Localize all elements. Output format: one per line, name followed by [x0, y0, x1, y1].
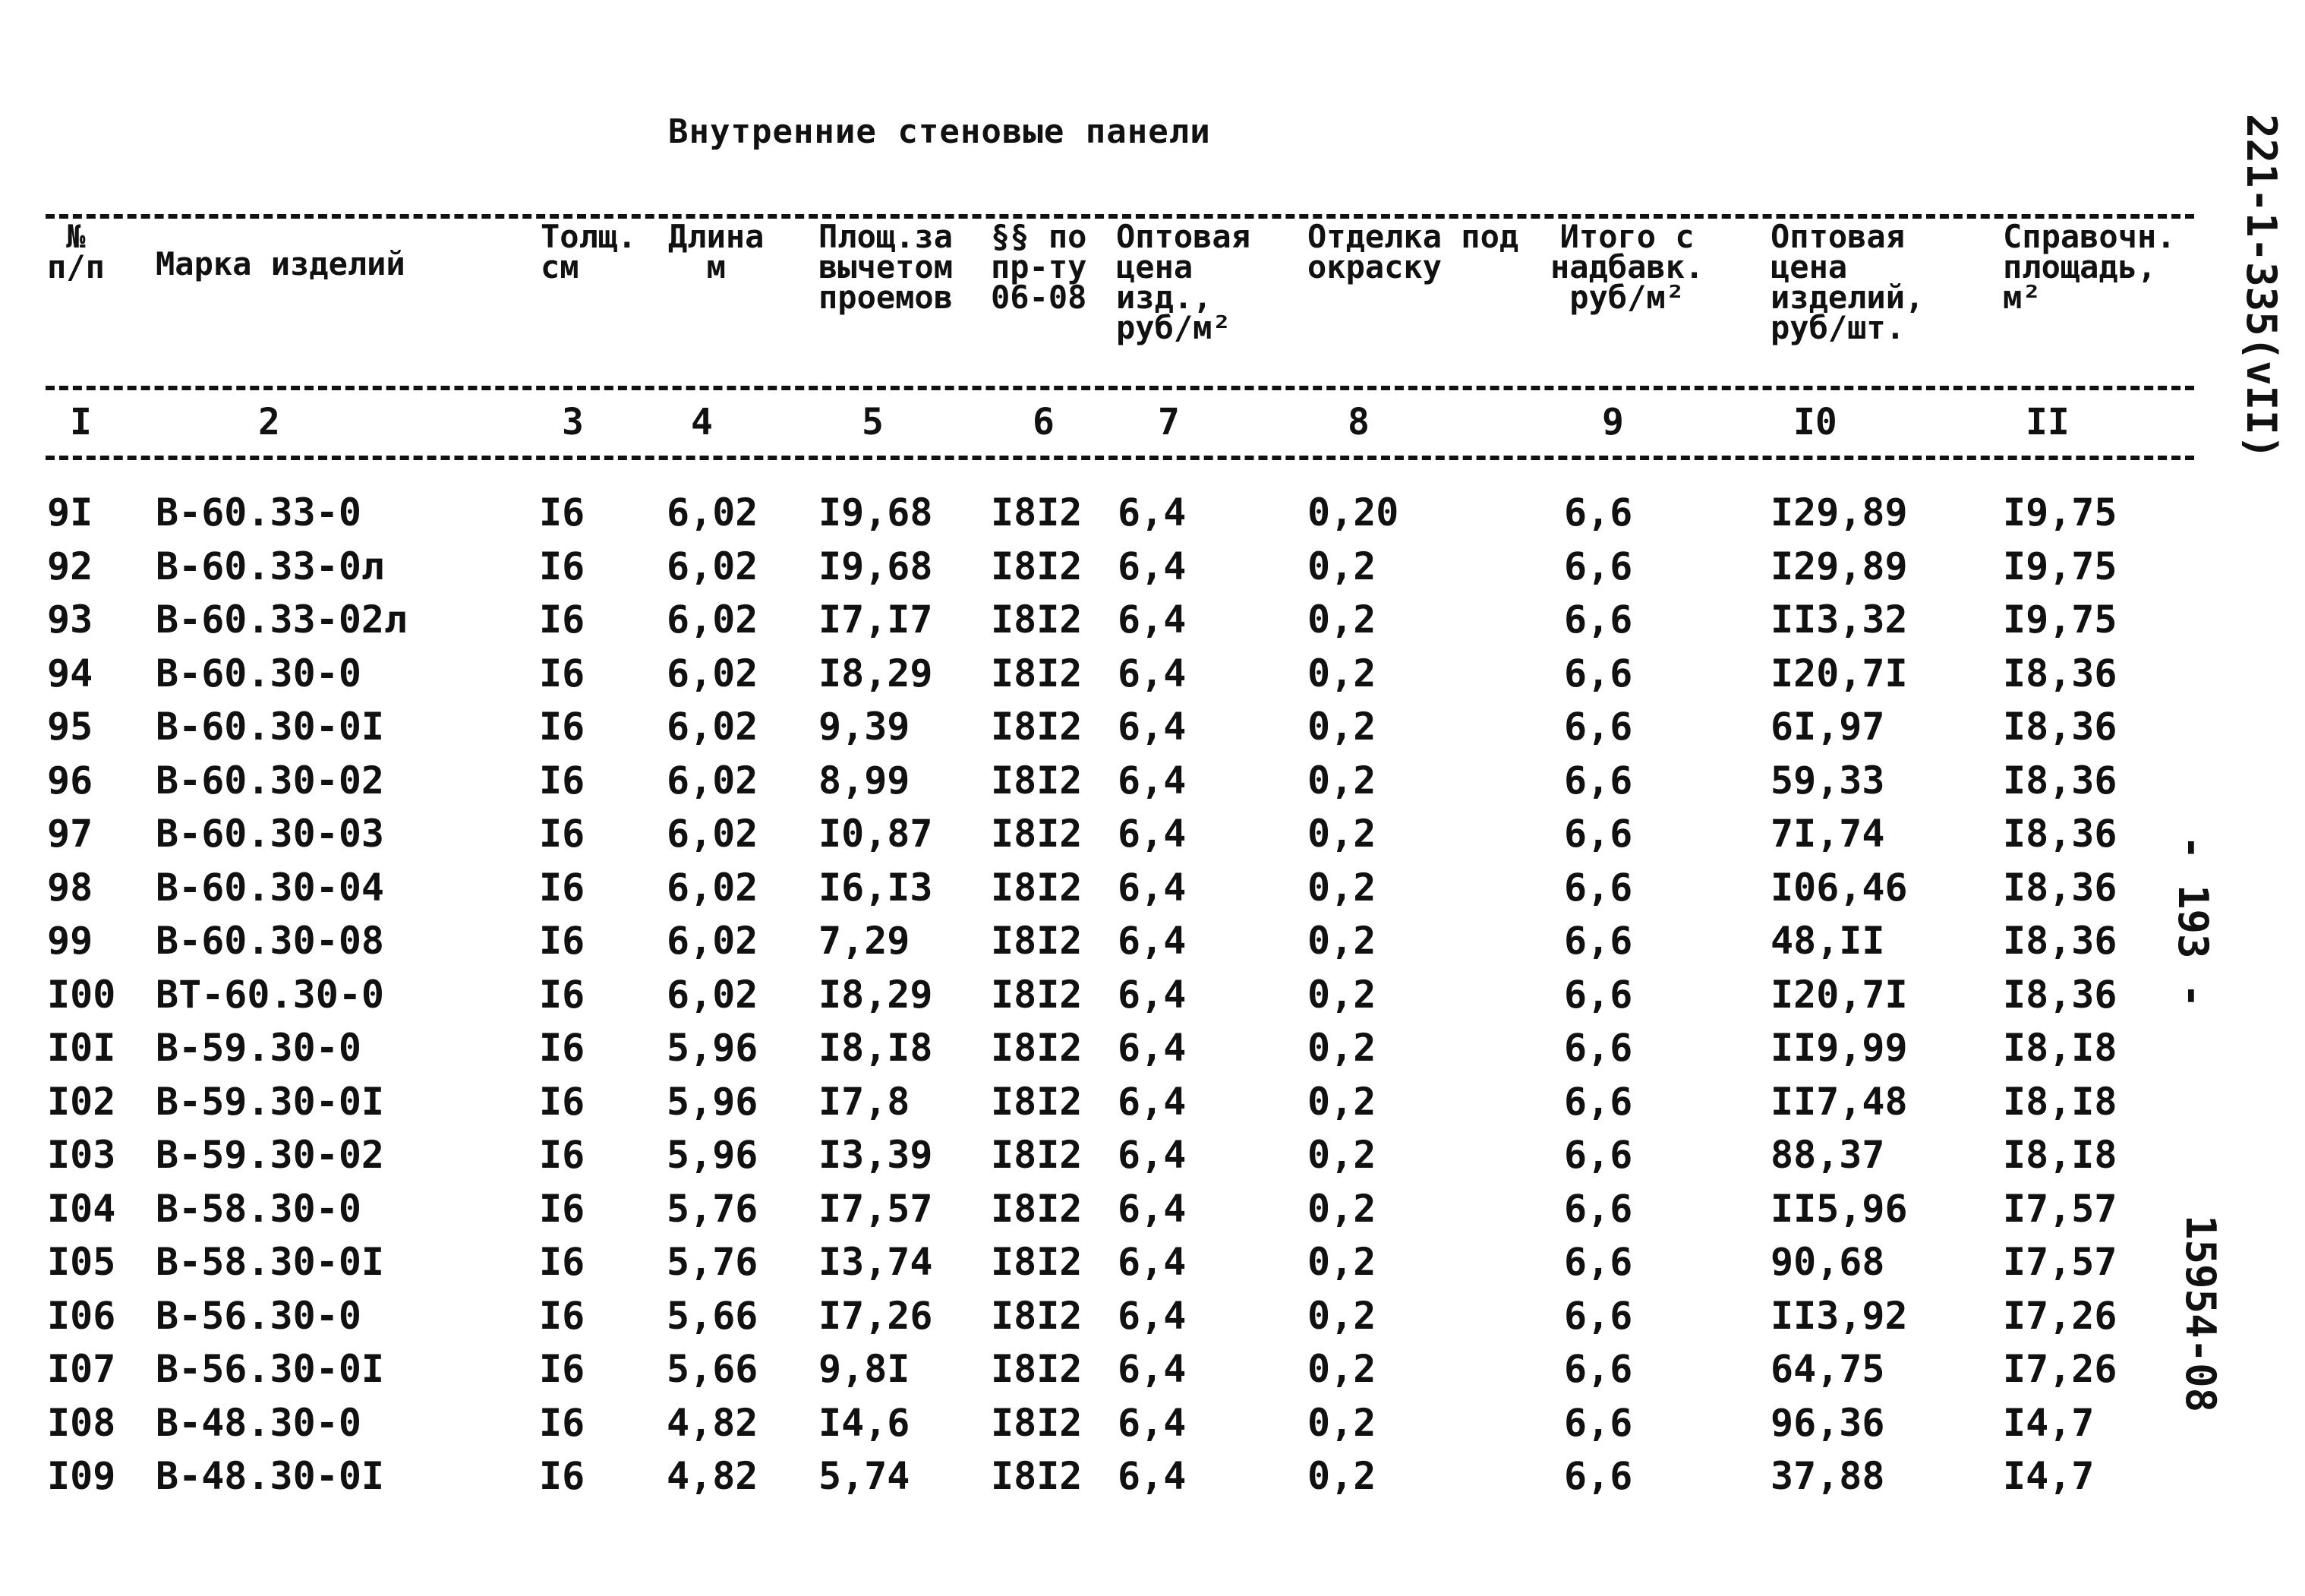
cell-thickness: I6: [539, 651, 585, 695]
cell-length: 6,02: [667, 919, 758, 963]
cell-project-section: I8I2: [991, 1133, 1083, 1177]
cell-row-number: 98: [47, 865, 93, 910]
header-reference-area: Справочн. площадь, м²: [2003, 218, 2176, 316]
cell-wholesale-price-m2: 6,4: [1118, 1454, 1187, 1498]
cell-length: 5,96: [667, 1079, 758, 1124]
cell-thickness: I6: [539, 919, 585, 963]
table-row: [0, 1342, 2202, 1396]
cell-wholesale-price-m2: 6,4: [1118, 1347, 1187, 1391]
cell-project-section: I8I2: [991, 1293, 1083, 1338]
cell-total-with-surcharge: 6,6: [1564, 705, 1633, 749]
cell-paint-finish: 0,2: [1307, 972, 1376, 1017]
cell-paint-finish: 0,2: [1307, 1186, 1376, 1231]
cell-length: 5,96: [667, 1133, 758, 1177]
cell-total-with-surcharge: 6,6: [1564, 1240, 1633, 1284]
cell-project-section: I8I2: [991, 812, 1083, 856]
cell-area-net: I8,29: [818, 651, 933, 695]
cell-project-section: I8I2: [991, 758, 1083, 803]
cell-row-number: 9I: [47, 490, 93, 535]
cell-wholesale-price-piece: 64,75: [1771, 1347, 1885, 1391]
cell-reference-area: I9,75: [2003, 598, 2117, 642]
cell-project-section: I8I2: [991, 865, 1083, 910]
table-row: [0, 1182, 2202, 1236]
cell-project-section: I8I2: [991, 490, 1083, 535]
table-row: [0, 647, 2202, 701]
column-number: 5: [862, 401, 884, 443]
cell-product-mark: В-56.30-0: [156, 1293, 361, 1338]
column-number: 2: [258, 401, 280, 443]
cell-wholesale-price-piece: I06,46: [1771, 865, 1908, 910]
cell-thickness: I6: [539, 598, 585, 642]
cell-thickness: I6: [539, 1293, 585, 1338]
cell-project-section: I8I2: [991, 705, 1083, 749]
cell-total-with-surcharge: 6,6: [1564, 1186, 1633, 1231]
cell-area-net: 7,29: [818, 919, 910, 963]
table-row: [0, 540, 2202, 594]
cell-length: 6,02: [667, 651, 758, 695]
cell-product-mark: В-60.33-02л: [156, 598, 408, 642]
cell-length: 6,02: [667, 705, 758, 749]
cell-length: 6,02: [667, 544, 758, 588]
cell-product-mark: В-60.30-0: [156, 651, 361, 695]
cell-wholesale-price-piece: 48,II: [1771, 919, 1885, 963]
cell-area-net: I7,26: [818, 1293, 933, 1338]
cell-area-net: I3,39: [818, 1133, 933, 1177]
cell-total-with-surcharge: 6,6: [1564, 812, 1633, 856]
cell-area-net: I7,I7: [818, 598, 933, 642]
cell-product-mark: В-59.30-0I: [156, 1079, 385, 1124]
header-wholesale-price-m2: Оптовая цена изд., руб/м²: [1116, 218, 1251, 346]
cell-wholesale-price-piece: II3,32: [1771, 598, 1908, 642]
cell-product-mark: В-60.30-08: [156, 919, 385, 963]
page-title: Внутренние стеновые панели: [668, 112, 1211, 151]
cell-thickness: I6: [539, 490, 585, 535]
column-number: 9: [1602, 401, 1624, 443]
cell-reference-area: I7,57: [2003, 1186, 2117, 1231]
cell-thickness: I6: [539, 705, 585, 749]
cell-row-number: 96: [47, 758, 93, 803]
cell-paint-finish: 0,2: [1307, 812, 1376, 856]
cell-reference-area: I8,36: [2003, 812, 2117, 856]
cell-reference-area: I7,26: [2003, 1293, 2117, 1338]
cell-reference-area: I8,36: [2003, 651, 2117, 695]
cell-paint-finish: 0,2: [1307, 758, 1376, 803]
cell-thickness: I6: [539, 1240, 585, 1284]
cell-product-mark: В-60.33-0л: [156, 544, 385, 588]
cell-wholesale-price-m2: 6,4: [1118, 758, 1187, 803]
cell-wholesale-price-piece: 90,68: [1771, 1240, 1885, 1284]
cell-length: 6,02: [667, 598, 758, 642]
table-row: [0, 861, 2202, 915]
cell-wholesale-price-m2: 6,4: [1118, 1026, 1187, 1070]
cell-project-section: I8I2: [991, 544, 1083, 588]
table-row: [0, 1289, 2202, 1343]
cell-wholesale-price-m2: 6,4: [1118, 1240, 1187, 1284]
cell-product-mark: В-59.30-0: [156, 1026, 361, 1070]
cell-reference-area: I8,36: [2003, 705, 2117, 749]
table-row: [0, 914, 2202, 968]
header-area-net: Площ.за вычетом проемов: [818, 218, 954, 316]
table-row: [0, 1235, 2202, 1289]
cell-row-number: I03: [47, 1133, 116, 1177]
cell-project-section: I8I2: [991, 598, 1083, 642]
cell-reference-area: I4,7: [2003, 1454, 2095, 1498]
cell-wholesale-price-piece: 88,37: [1771, 1133, 1885, 1177]
cell-wholesale-price-piece: 6I,97: [1771, 705, 1885, 749]
cell-area-net: I9,68: [818, 490, 933, 535]
cell-row-number: 95: [47, 705, 93, 749]
cell-product-mark: В-59.30-02: [156, 1133, 385, 1177]
header-length: Длина м: [668, 218, 765, 285]
cell-wholesale-price-piece: 96,36: [1771, 1400, 1885, 1445]
cell-wholesale-price-piece: I29,89: [1771, 490, 1908, 535]
cell-length: 5,66: [667, 1293, 758, 1338]
cell-area-net: I7,57: [818, 1186, 933, 1231]
cell-row-number: I09: [47, 1454, 116, 1498]
cell-area-net: I7,8: [818, 1079, 910, 1124]
cell-paint-finish: 0,2: [1307, 865, 1376, 910]
cell-wholesale-price-m2: 6,4: [1118, 490, 1187, 535]
cell-wholesale-price-m2: 6,4: [1118, 598, 1187, 642]
cell-length: 6,02: [667, 865, 758, 910]
cell-total-with-surcharge: 6,6: [1564, 1079, 1633, 1124]
cell-wholesale-price-piece: 37,88: [1771, 1454, 1885, 1498]
cell-wholesale-price-piece: 7I,74: [1771, 812, 1885, 856]
cell-paint-finish: 0,2: [1307, 1240, 1376, 1284]
cell-length: 5,76: [667, 1240, 758, 1284]
cell-wholesale-price-m2: 6,4: [1118, 705, 1187, 749]
cell-paint-finish: 0,2: [1307, 1454, 1376, 1498]
cell-length: 4,82: [667, 1400, 758, 1445]
cell-total-with-surcharge: 6,6: [1564, 1293, 1633, 1338]
cell-row-number: I07: [47, 1347, 116, 1391]
cell-thickness: I6: [539, 1454, 585, 1498]
cell-thickness: I6: [539, 1400, 585, 1445]
page-number: - 193 -: [2169, 835, 2217, 1008]
cell-length: 5,96: [667, 1026, 758, 1070]
cell-product-mark: В-58.30-0: [156, 1186, 361, 1231]
cell-project-section: I8I2: [991, 1347, 1083, 1391]
cell-area-net: I0,87: [818, 812, 933, 856]
cell-project-section: I8I2: [991, 1079, 1083, 1124]
cell-reference-area: I8,I8: [2003, 1079, 2117, 1124]
column-number: 6: [1033, 401, 1055, 443]
cell-area-net: I3,74: [818, 1240, 933, 1284]
cell-total-with-surcharge: 6,6: [1564, 1026, 1633, 1070]
cell-product-mark: В-60.33-0: [156, 490, 361, 535]
cell-product-mark: В-56.30-0I: [156, 1347, 385, 1391]
cell-total-with-surcharge: 6,6: [1564, 758, 1633, 803]
cell-paint-finish: 0,2: [1307, 1293, 1376, 1338]
cell-project-section: I8I2: [991, 651, 1083, 695]
cell-project-section: I8I2: [991, 1400, 1083, 1445]
cell-area-net: I8,29: [818, 972, 933, 1017]
cell-length: 6,02: [667, 812, 758, 856]
table-row: [0, 1075, 2202, 1129]
column-number: 8: [1348, 401, 1370, 443]
cell-project-section: I8I2: [991, 1454, 1083, 1498]
header-wholesale-price-piece: Оптовая цена изделий, руб/шт.: [1771, 218, 1925, 346]
cell-product-mark: В-48.30-0I: [156, 1454, 385, 1498]
cell-paint-finish: 0,2: [1307, 1133, 1376, 1177]
cell-wholesale-price-m2: 6,4: [1118, 972, 1187, 1017]
cell-reference-area: I9,75: [2003, 544, 2117, 588]
cell-total-with-surcharge: 6,6: [1564, 972, 1633, 1017]
column-number: 7: [1158, 401, 1180, 443]
cell-wholesale-price-m2: 6,4: [1118, 865, 1187, 910]
table-row: [0, 754, 2202, 808]
cell-paint-finish: 0,2: [1307, 1347, 1376, 1391]
cell-thickness: I6: [539, 1026, 585, 1070]
cell-total-with-surcharge: 6,6: [1564, 1454, 1633, 1498]
cell-paint-finish: 0,2: [1307, 1026, 1376, 1070]
cell-row-number: 93: [47, 598, 93, 642]
cell-wholesale-price-piece: II9,99: [1771, 1026, 1908, 1070]
cell-reference-area: I8,36: [2003, 919, 2117, 963]
cell-thickness: I6: [539, 544, 585, 588]
cell-reference-area: I7,57: [2003, 1240, 2117, 1284]
cell-product-mark: ВТ-60.30-0: [156, 972, 385, 1017]
table-row: [0, 1449, 2202, 1503]
document-number: 15954-08: [2177, 1215, 2225, 1413]
cell-length: 6,02: [667, 758, 758, 803]
cell-reference-area: I4,7: [2003, 1400, 2095, 1445]
cell-paint-finish: 0,20: [1307, 490, 1399, 535]
cell-area-net: 9,39: [818, 705, 910, 749]
cell-total-with-surcharge: 6,6: [1564, 1133, 1633, 1177]
cell-row-number: I02: [47, 1079, 116, 1124]
cell-reference-area: I8,36: [2003, 758, 2117, 803]
cell-total-with-surcharge: 6,6: [1564, 544, 1633, 588]
table-row: [0, 968, 2202, 1022]
cell-row-number: I05: [47, 1240, 116, 1284]
cell-total-with-surcharge: 6,6: [1564, 651, 1633, 695]
header-thickness: Толщ. см: [541, 218, 637, 285]
cell-wholesale-price-piece: I20,7I: [1771, 972, 1908, 1017]
cell-paint-finish: 0,2: [1307, 1400, 1376, 1445]
cell-thickness: I6: [539, 1079, 585, 1124]
cell-paint-finish: 0,2: [1307, 651, 1376, 695]
table-row: [0, 1128, 2202, 1182]
cell-area-net: I9,68: [818, 544, 933, 588]
cell-project-section: I8I2: [991, 1026, 1083, 1070]
header-total-with-surcharge: Итого с надбавк. руб/м²: [1550, 218, 1704, 316]
cell-wholesale-price-piece: 59,33: [1771, 758, 1885, 803]
cell-row-number: 92: [47, 544, 93, 588]
cell-product-mark: В-60.30-04: [156, 865, 385, 910]
cell-thickness: I6: [539, 865, 585, 910]
cell-wholesale-price-m2: 6,4: [1118, 919, 1187, 963]
cell-wholesale-price-piece: II5,96: [1771, 1186, 1908, 1231]
cell-wholesale-price-m2: 6,4: [1118, 1079, 1187, 1124]
cell-total-with-surcharge: 6,6: [1564, 598, 1633, 642]
cell-row-number: I00: [47, 972, 116, 1017]
header-row-number: № п/п: [47, 218, 105, 285]
cell-row-number: I04: [47, 1186, 116, 1231]
cell-wholesale-price-m2: 6,4: [1118, 1186, 1187, 1231]
table-row: [0, 593, 2202, 647]
header-product-mark: Марка изделий: [156, 245, 405, 282]
cell-reference-area: I8,I8: [2003, 1026, 2117, 1070]
cell-wholesale-price-m2: 6,4: [1118, 651, 1187, 695]
cell-total-with-surcharge: 6,6: [1564, 1400, 1633, 1445]
cell-reference-area: I8,36: [2003, 865, 2117, 910]
cell-area-net: I4,6: [818, 1400, 910, 1445]
cell-length: 5,66: [667, 1347, 758, 1391]
column-number: I0: [1793, 401, 1837, 443]
cell-thickness: I6: [539, 758, 585, 803]
cell-wholesale-price-piece: II3,92: [1771, 1293, 1908, 1338]
cell-reference-area: I8,36: [2003, 972, 2117, 1017]
cell-total-with-surcharge: 6,6: [1564, 1347, 1633, 1391]
column-number: I: [70, 401, 92, 443]
table-row: [0, 700, 2202, 754]
header-bottom-divider: [46, 456, 2194, 460]
cell-reference-area: I8,I8: [2003, 1133, 2117, 1177]
header-paint-finish: Отделка под окраску: [1307, 218, 1519, 285]
cell-area-net: 8,99: [818, 758, 910, 803]
header-project-section: §§ по пр-ту 06-08: [991, 218, 1087, 316]
cell-project-section: I8I2: [991, 972, 1083, 1017]
cell-total-with-surcharge: 6,6: [1564, 490, 1633, 535]
cell-reference-area: I7,26: [2003, 1347, 2117, 1391]
table-row: [0, 1021, 2202, 1075]
cell-project-section: I8I2: [991, 1186, 1083, 1231]
cell-row-number: 94: [47, 651, 93, 695]
cell-row-number: I08: [47, 1400, 116, 1445]
cell-reference-area: I9,75: [2003, 490, 2117, 535]
cell-thickness: I6: [539, 1347, 585, 1391]
cell-paint-finish: 0,2: [1307, 544, 1376, 588]
cell-length: 4,82: [667, 1454, 758, 1498]
cell-wholesale-price-piece: I20,7I: [1771, 651, 1908, 695]
cell-row-number: 99: [47, 919, 93, 963]
column-number: 3: [562, 401, 584, 443]
cell-row-number: 97: [47, 812, 93, 856]
cell-length: 5,76: [667, 1186, 758, 1231]
cell-thickness: I6: [539, 1186, 585, 1231]
cell-paint-finish: 0,2: [1307, 1079, 1376, 1124]
cell-product-mark: В-60.30-03: [156, 812, 385, 856]
cell-wholesale-price-piece: I29,89: [1771, 544, 1908, 588]
header-middle-divider: [46, 386, 2194, 390]
cell-wholesale-price-m2: 6,4: [1118, 1400, 1187, 1445]
cell-project-section: I8I2: [991, 919, 1083, 963]
cell-wholesale-price-m2: 6,4: [1118, 1133, 1187, 1177]
cell-wholesale-price-m2: 6,4: [1118, 812, 1187, 856]
cell-paint-finish: 0,2: [1307, 919, 1376, 963]
table-row: [0, 486, 2202, 540]
cell-product-mark: В-60.30-02: [156, 758, 385, 803]
cell-row-number: I0I: [47, 1026, 116, 1070]
cell-total-with-surcharge: 6,6: [1564, 865, 1633, 910]
cell-product-mark: В-60.30-0I: [156, 705, 385, 749]
cell-length: 6,02: [667, 490, 758, 535]
cell-paint-finish: 0,2: [1307, 705, 1376, 749]
cell-paint-finish: 0,2: [1307, 598, 1376, 642]
cell-wholesale-price-m2: 6,4: [1118, 1293, 1187, 1338]
cell-product-mark: В-48.30-0: [156, 1400, 361, 1445]
cell-area-net: I8,I8: [818, 1026, 933, 1070]
cell-product-mark: В-58.30-0I: [156, 1240, 385, 1284]
cell-length: 6,02: [667, 972, 758, 1017]
column-number: II: [2026, 401, 2070, 443]
cell-row-number: I06: [47, 1293, 116, 1338]
series-code: 221-1-335(vII): [2237, 114, 2285, 460]
cell-thickness: I6: [539, 1133, 585, 1177]
table-body: [0, 486, 2202, 1503]
cell-area-net: 9,8I: [818, 1347, 910, 1391]
cell-project-section: I8I2: [991, 1240, 1083, 1284]
column-number: 4: [691, 401, 713, 443]
cell-area-net: 5,74: [818, 1454, 910, 1498]
cell-thickness: I6: [539, 972, 585, 1017]
cell-area-net: I6,I3: [818, 865, 933, 910]
table-row: [0, 807, 2202, 861]
cell-wholesale-price-piece: II7,48: [1771, 1079, 1908, 1124]
cell-thickness: I6: [539, 812, 585, 856]
cell-wholesale-price-m2: 6,4: [1118, 544, 1187, 588]
cell-total-with-surcharge: 6,6: [1564, 919, 1633, 963]
table-row: [0, 1396, 2202, 1450]
